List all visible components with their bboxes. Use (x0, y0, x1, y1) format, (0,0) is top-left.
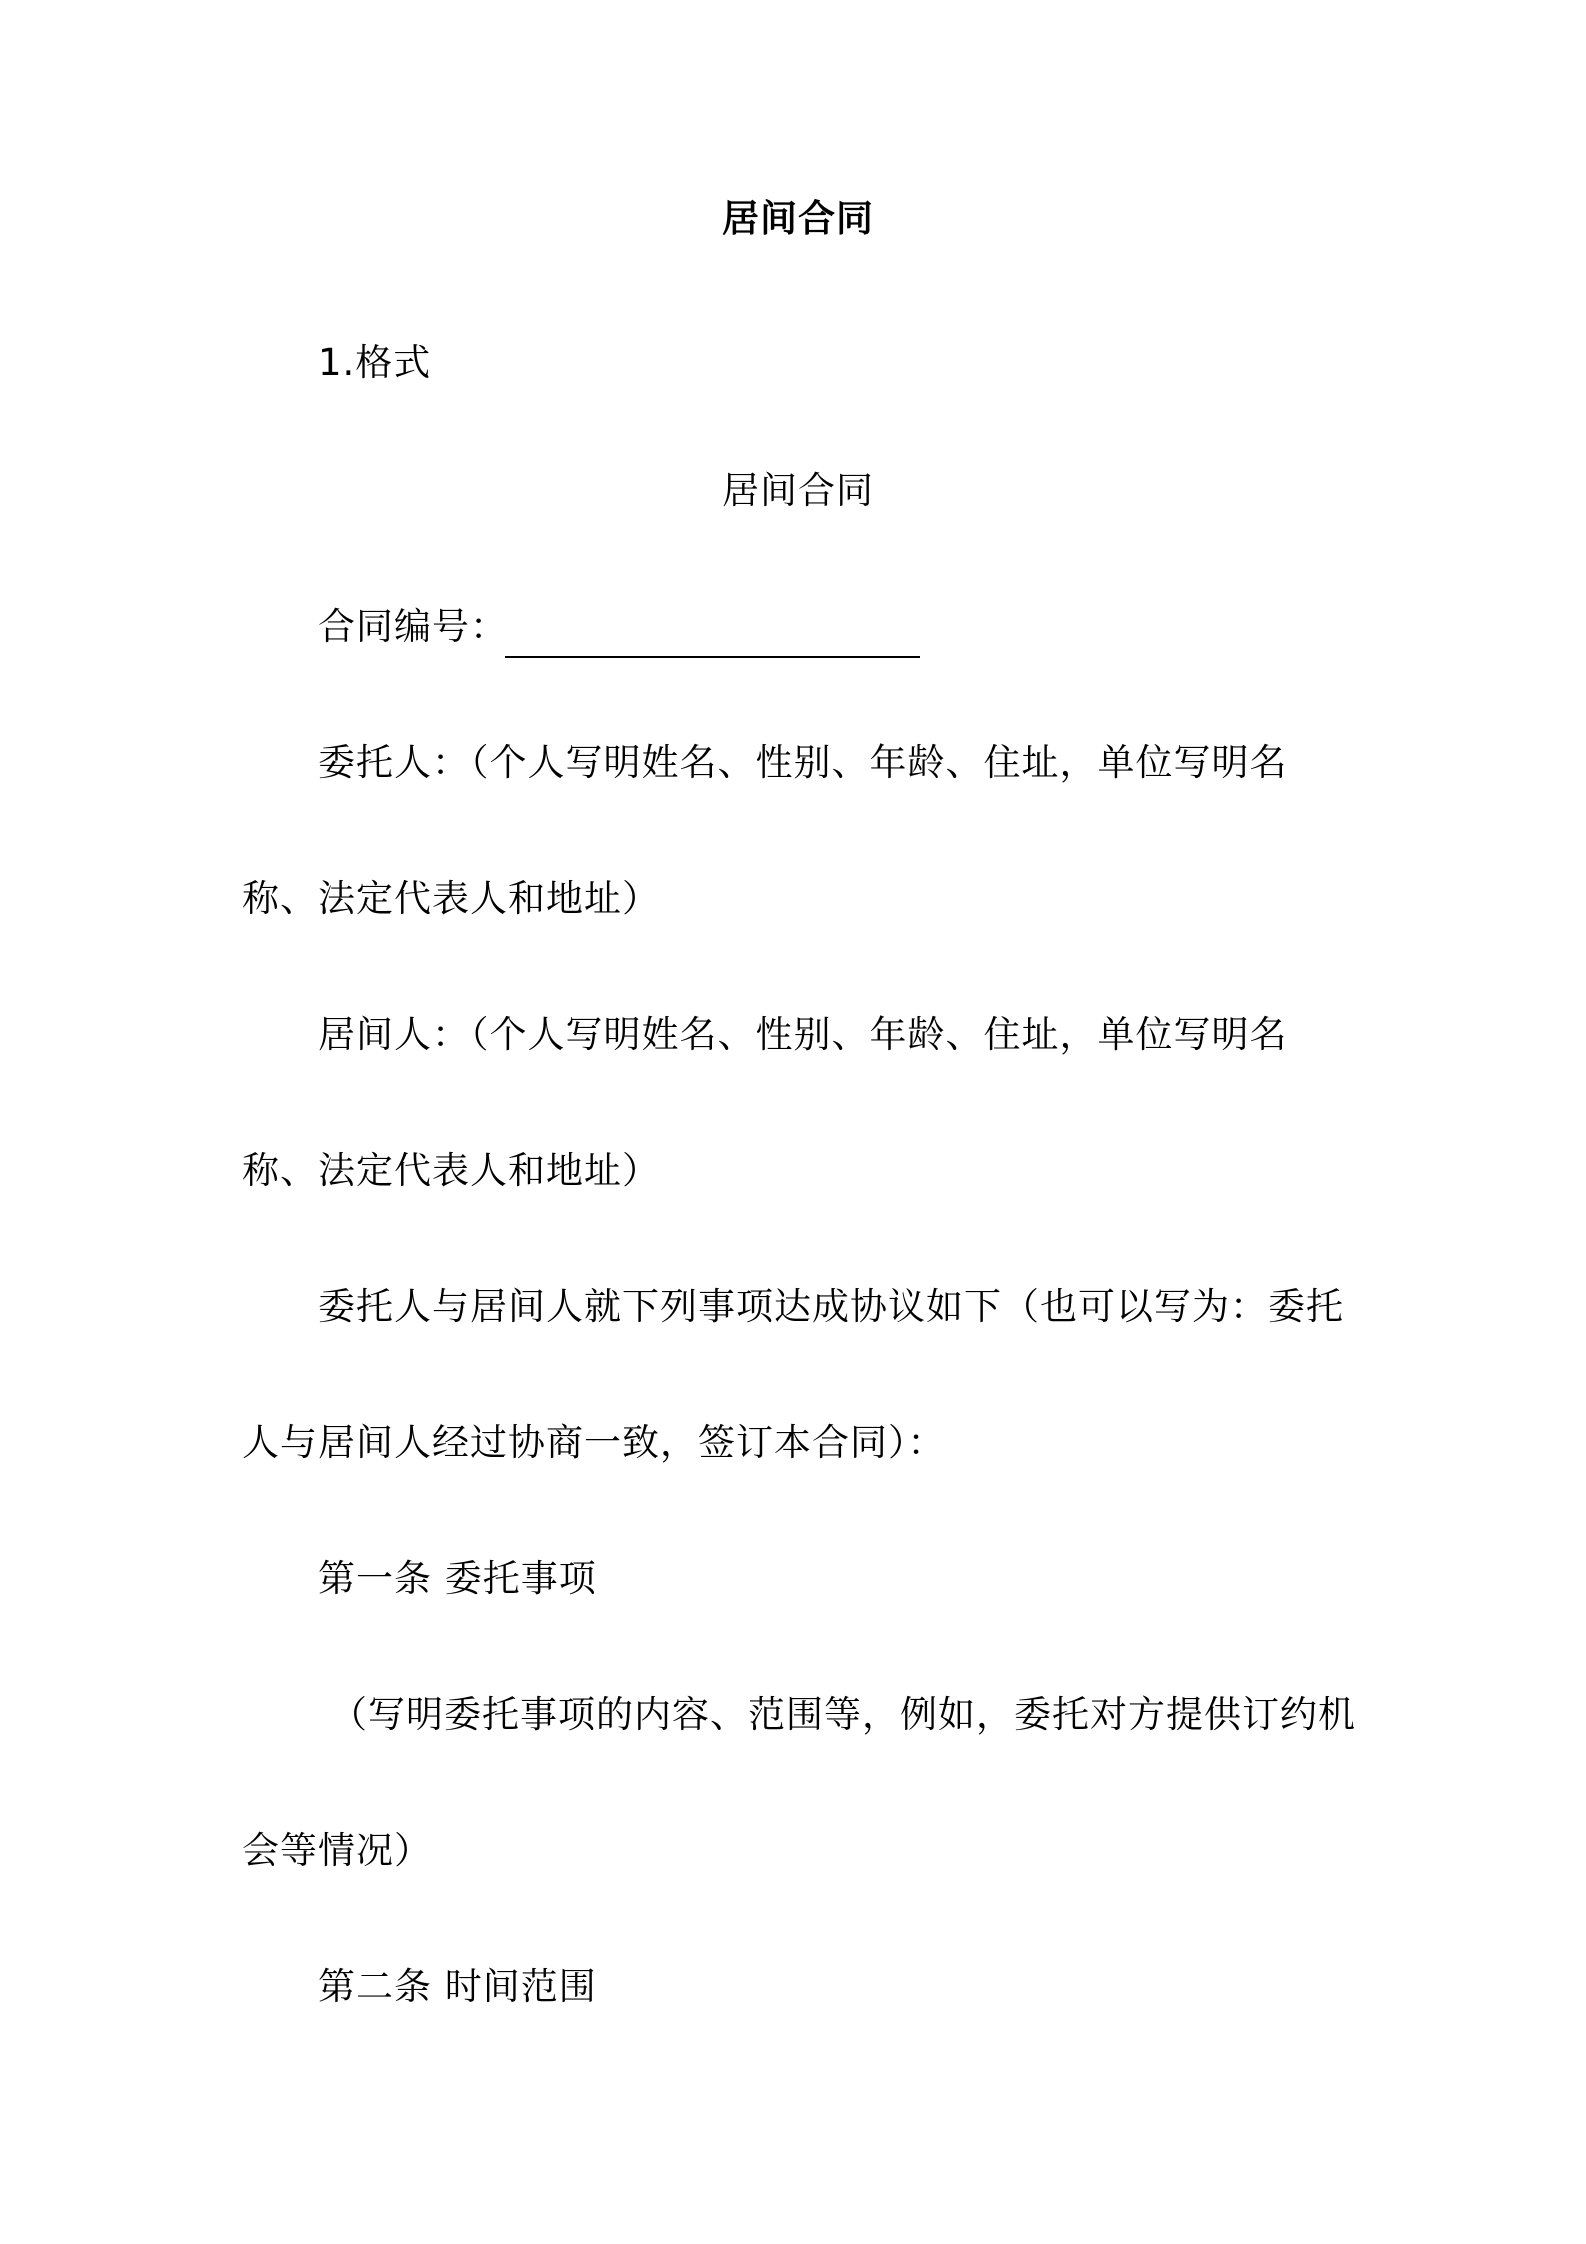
document-title: 居间合同 (722, 197, 874, 240)
agreement-line-1: 委托人与居间人就下列事项达成协议如下（也可以写为：委托 (318, 1285, 1344, 1328)
agreement-line-2: 人与居间人经过协商一致，签订本合同）： (242, 1421, 946, 1464)
principal-line-1: 委托人：（个人写明姓名、性别、年龄、住址，单位写明名 (318, 741, 1288, 784)
intermediary-line-2: 称、法定代表人和地址） (242, 1149, 660, 1192)
intermediary-line-1: 居间人：（个人写明姓名、性别、年龄、住址，单位写明名 (318, 1013, 1288, 1056)
contract-subtitle: 居间合同 (722, 469, 874, 512)
contract-number-label: 合同编号： (318, 605, 508, 648)
article-2-heading: 第二条 时间范围 (318, 1965, 597, 2008)
section-heading: 1.格式 (318, 341, 432, 384)
principal-line-2: 称、法定代表人和地址） (242, 877, 660, 920)
article-1-line-1: （写明委托事项的内容、范围等，例如，委托对方提供订约机 (330, 1693, 1356, 1736)
article-1-line-2: 会等情况） (242, 1829, 432, 1872)
contract-number-blank (505, 656, 920, 658)
article-1-heading: 第一条 委托事项 (318, 1557, 597, 1600)
